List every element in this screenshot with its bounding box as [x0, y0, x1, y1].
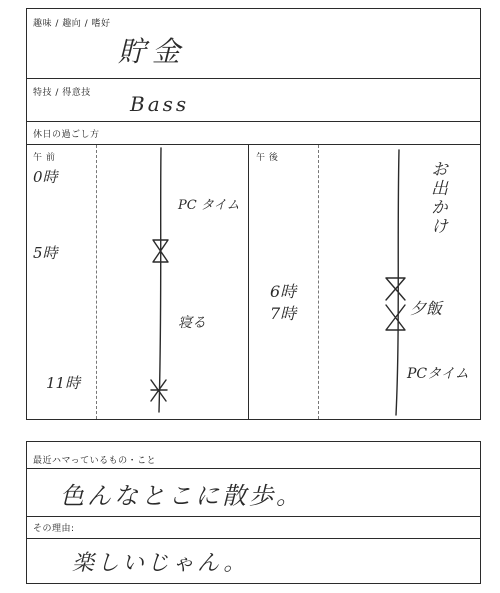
pm-activity-entry: お出かけ [427, 160, 447, 236]
divider [27, 468, 480, 469]
pm-bowtie-mark [386, 305, 405, 330]
am-time-entry: 11時 [46, 374, 81, 392]
pm-activity-entry: 夕飯 [410, 299, 443, 318]
pm-label: 午 後 [256, 153, 279, 163]
am-label: 午 前 [33, 153, 56, 163]
divider [27, 538, 480, 539]
pm-activity-entry: PCタイム [407, 366, 469, 382]
am-timeline-line [159, 148, 161, 412]
obsession-label: 最近ハマっているもの・こと [33, 456, 157, 466]
skill-value: Bass [130, 92, 190, 116]
hobby-label: 趣味 / 趣向 / 嗜好 [33, 19, 111, 29]
pm-time-entry: 6時 [270, 282, 297, 301]
hobby-value: 貯金 [118, 35, 187, 68]
divider [27, 516, 480, 517]
obsession-value: 色んなとこに散歩。 [60, 482, 303, 510]
pm-bowtie-mark [386, 278, 405, 300]
reason-label: その理由: [33, 524, 75, 534]
am-time-entry: 0時 [33, 168, 58, 186]
am-activity-entry: PC タイム [178, 198, 240, 213]
holiday-label: 休日の過ごし方 [33, 130, 100, 140]
pm-time-entry: 7時 [270, 304, 297, 323]
am-time-entry: 5時 [33, 244, 58, 262]
reason-value: 楽しいじゃん。 [72, 551, 249, 576]
pm-timeline-line [396, 150, 399, 415]
am-activity-entry: 寝る [178, 315, 206, 331]
skill-label: 特技 / 得意技 [33, 88, 91, 98]
